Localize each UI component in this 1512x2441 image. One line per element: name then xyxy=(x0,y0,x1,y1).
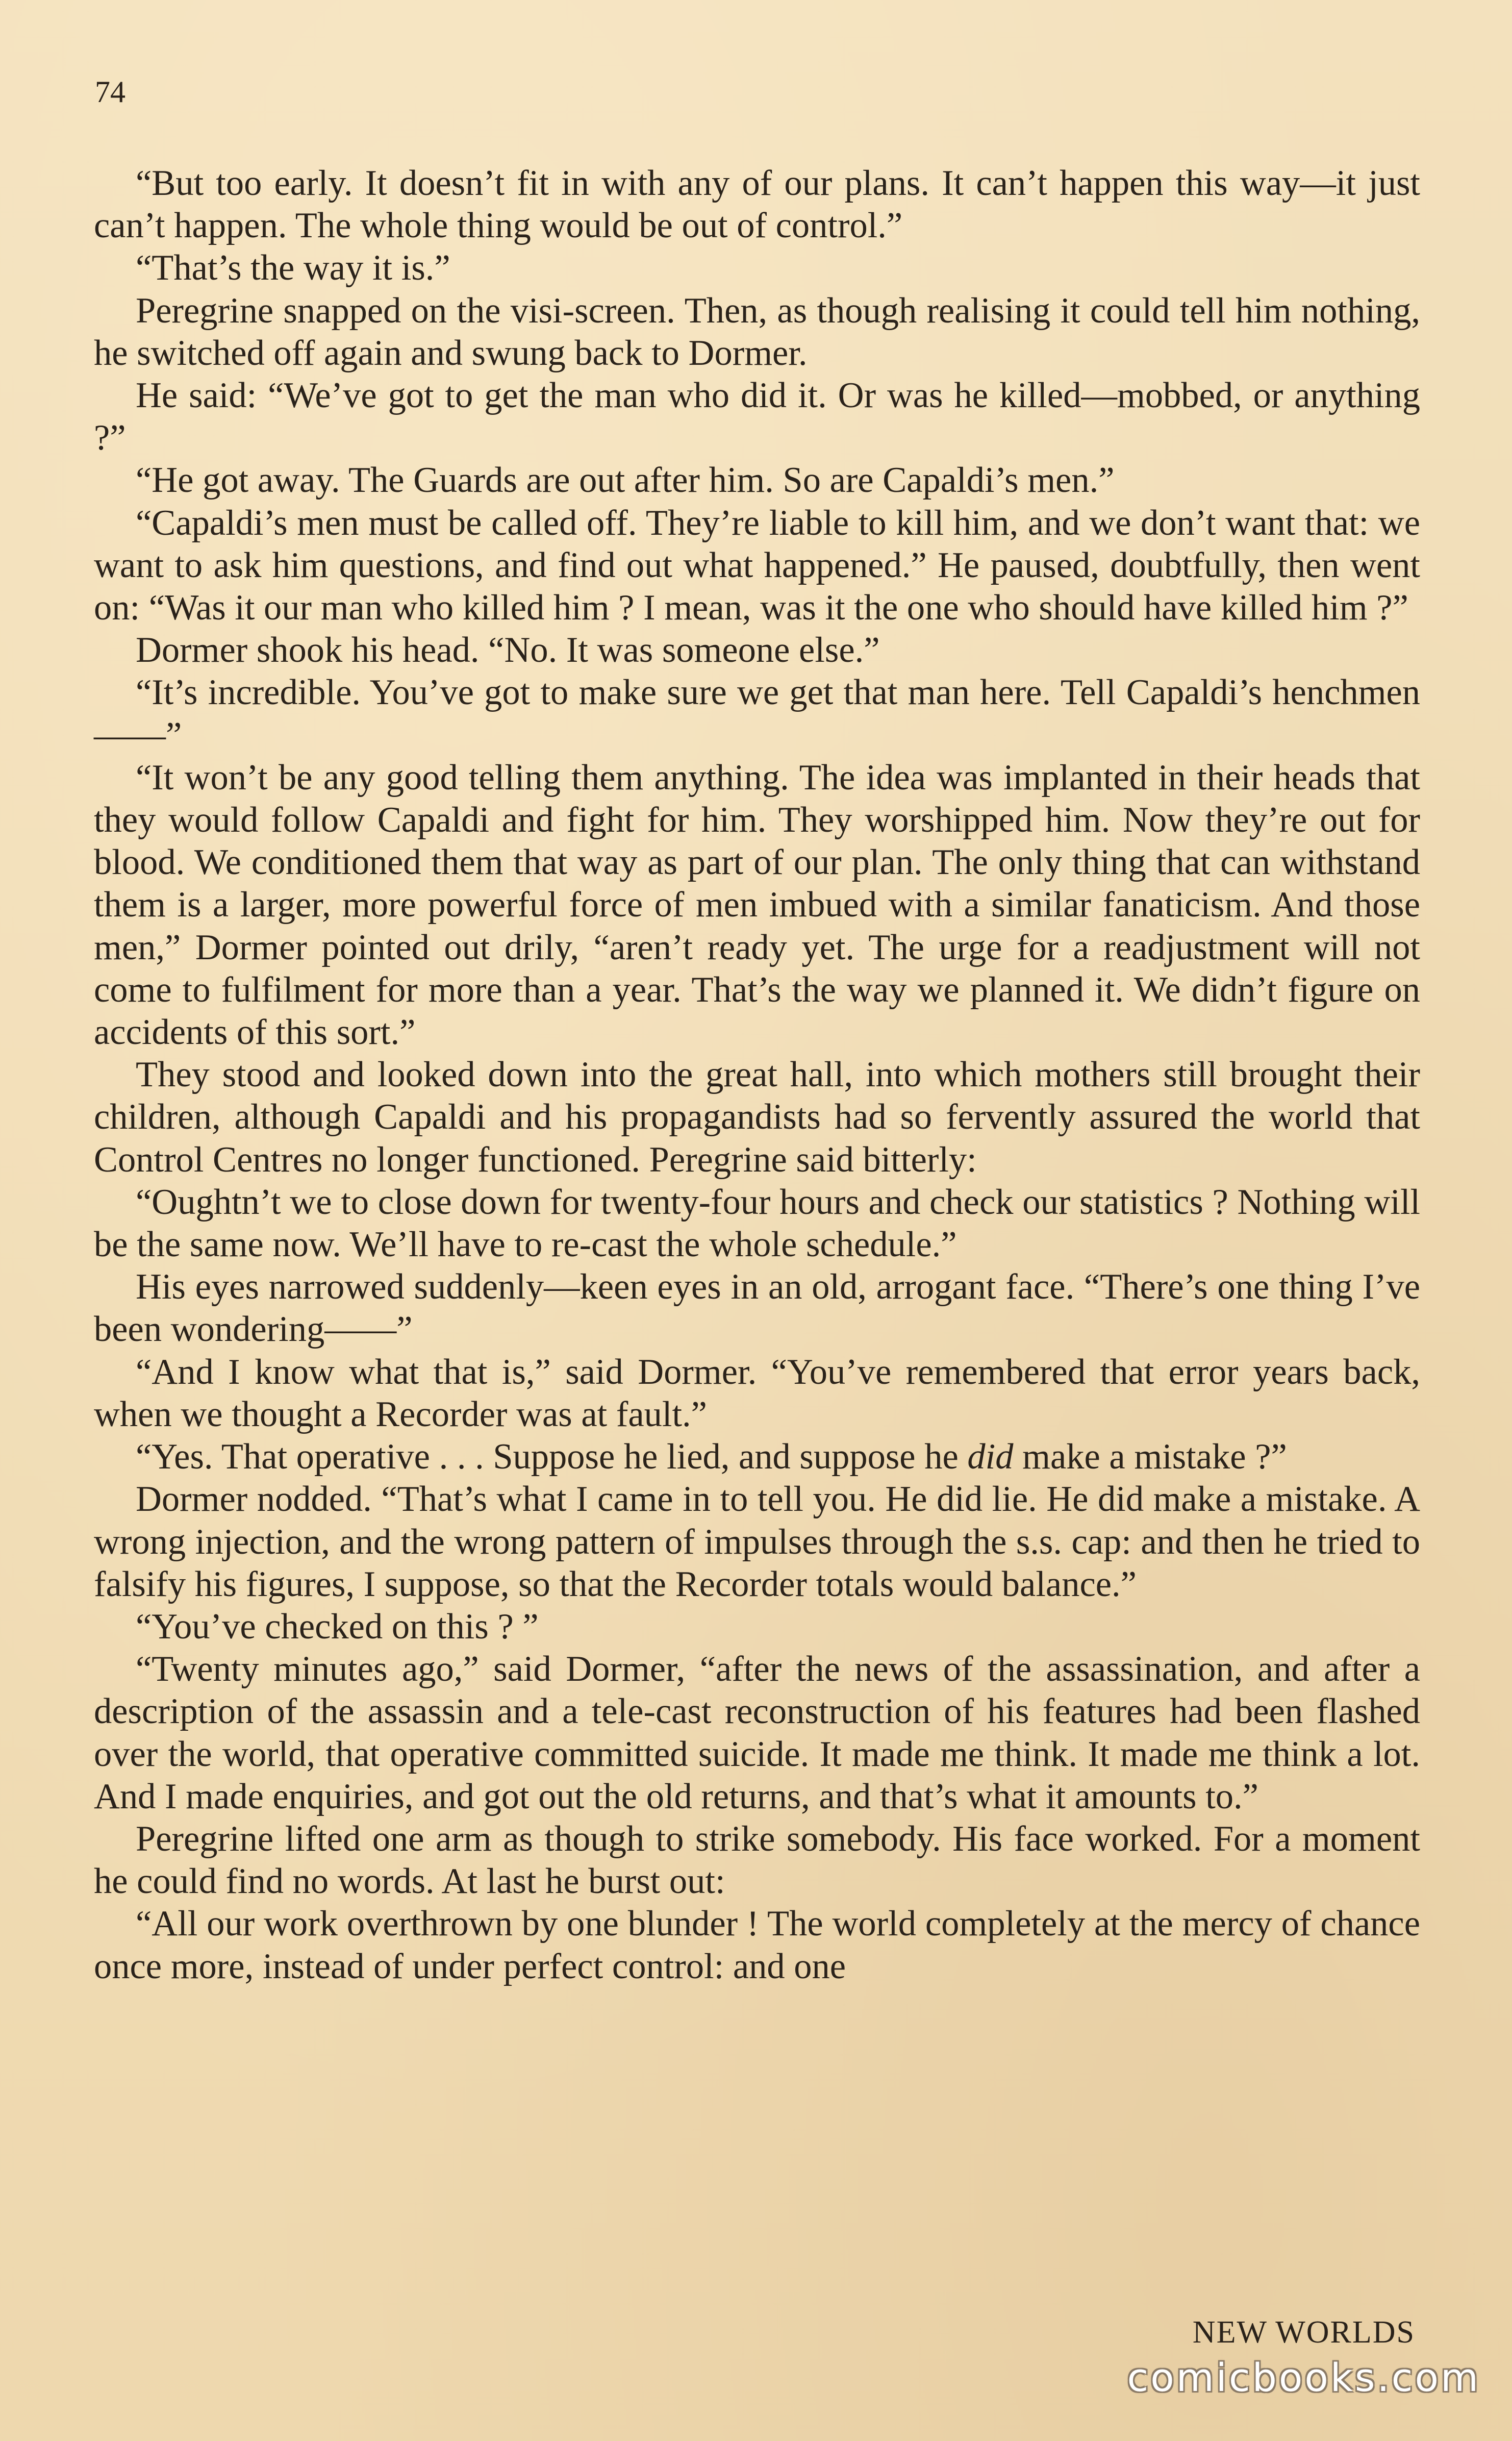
watermark: comicbooks.com xyxy=(1127,2355,1480,2400)
paragraph: They stood and looked down into the great hall, into which mothers still brought their children, although Capaldi and his propagandists had so fervently assured the world that Control Centres no longer functioned. Peregrine said bitterly: xyxy=(94,1055,1420,1180)
paragraph: Dormer nodded. “That’s what I came in to tell you. He did lie. He did make a mistake. A wrong injection, and the wrong pattern of impulses through the s.s. cap: and then he tried to falsify his figures, I suppose, so that the Recorder totals would balance.” xyxy=(94,1479,1420,1604)
paragraph: “All our work overthrown by one blunder ! The world completely at the mercy of chance once more, instead of under perfect control: and one xyxy=(94,1904,1420,1986)
paragraph: “Oughtn’t we to close down for twenty-four hours and check our statistics ? Nothing will be the same now. We’ll have to re-cast the whole schedule.” xyxy=(94,1182,1420,1265)
paragraph: “And I know what that is,” said Dormer. “You’ve remembered that error years back, when we thought a Recorder was at fault.” xyxy=(94,1352,1420,1434)
story-text xyxy=(94,162,1420,1988)
paragraph: “Twenty minutes ago,” said Dormer, “after the news of the assassination, and after a description of the assassin and a tele-cast reconstruction of his features had been flashed over the world, that operative committed suicide. It made me think. It made me think a lot. And I made enquiries, and got out the old returns, and that’s what it amounts to.” xyxy=(94,1649,1420,1816)
paragraph xyxy=(94,1436,1420,1478)
paragraph: Peregrine snapped on the visi-screen. Then, as though realising it could tell him nothing, he switched off again and swung back to Dormer. xyxy=(94,290,1420,373)
paragraph: “Capaldi’s men must be called off. They’re liable to kill him, and we don’t want that: we want to ask him questions, and find out what happened.” He paused, doubtfully, then went on: “Was it our man who killed him ? I mean, was it the one who should have killed him ?” xyxy=(94,503,1420,628)
paragraph-text: make a mistake ?” xyxy=(1013,1437,1287,1477)
magazine-footer: NEW WORLDS xyxy=(1192,2315,1415,2350)
paragraph: “But too early. It doesn’t fit in with any of our plans. It can’t happen this way—it just can’t happen. The whole thing would be out of control.” xyxy=(94,163,1420,246)
paragraph: Dormer shook his head. “No. It was someone else.” xyxy=(136,630,880,670)
paragraph: “He got away. The Guards are out after him. So are Capaldi’s men.” xyxy=(136,460,1115,501)
paragraph: “You’ve checked on this ? ” xyxy=(136,1606,539,1647)
paragraph: His eyes narrowed suddenly—keen eyes in an old, arrogant face. “There’s one thing I’ve been wondering——” xyxy=(94,1267,1420,1350)
paragraph: “It won’t be any good telling them anything. The idea was implanted in their heads that they would follow Capaldi and fight for him. They worshipped him. Now they’re out for blood. We conditioned them that way as part of our plan. The only thing that can withstand them is a larger, more powerful force of men imbued with a similar fanaticism. And those men,” Dormer pointed out drily, “aren’t ready yet. The urge for a readjustment will not come to fulfilment for more than a year. That’s the way we planned it. We didn’t figure on accidents of this sort.” xyxy=(94,757,1420,1053)
paragraph: “It’s incredible. You’ve got to make sure we get that man here. Tell Capaldi’s henchmen——” xyxy=(94,672,1420,755)
paragraph: “That’s the way it is.” xyxy=(136,248,450,288)
emphasis: did xyxy=(967,1437,1014,1477)
page-number: 74 xyxy=(95,75,125,109)
paragraph-text: “Yes. That operative . . . Suppose he lied, and suppose he xyxy=(136,1437,968,1477)
paragraph: He said: “We’ve got to get the man who did it. Or was he killed—mobbed, or anything ?” xyxy=(94,376,1420,458)
paragraph: Peregrine lifted one arm as though to strike somebody. His face worked. For a moment he could find no words. At last he burst out: xyxy=(94,1819,1420,1902)
